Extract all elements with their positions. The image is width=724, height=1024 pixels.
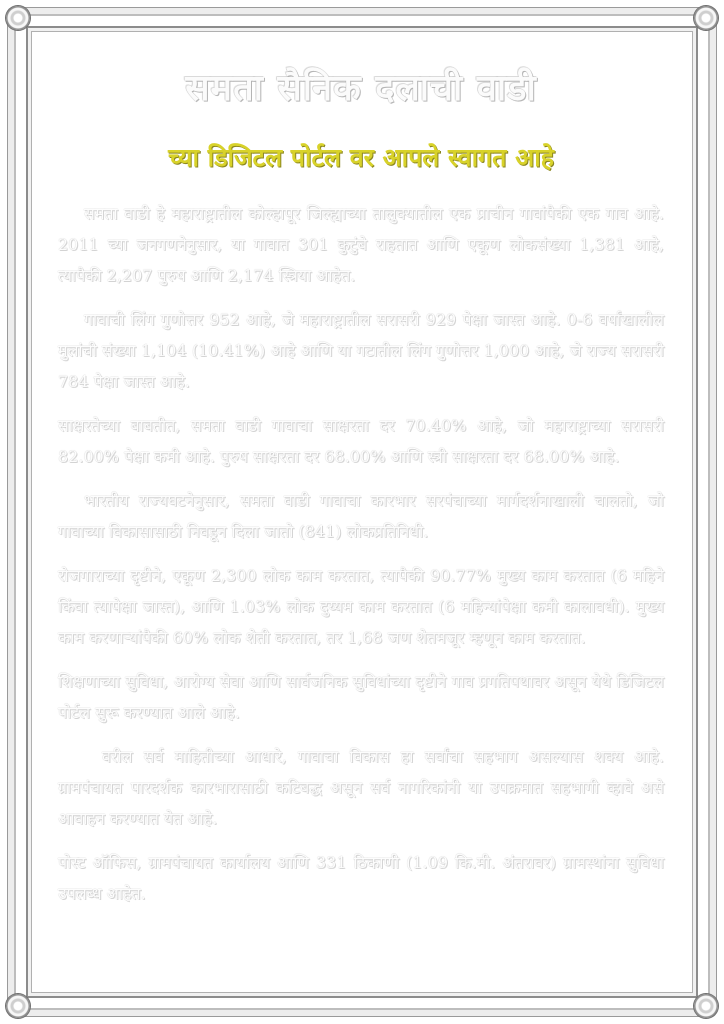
paragraph-services: पोस्ट ऑफिस, ग्रामपंचायत कार्यालय आणि 331 ठिकाणी (1.09 कि.मी. अंतरावर) ग्रामस्थांना सुविधा उपलब्ध आहेत.	[58, 853, 664, 903]
site-title: समता सैनिक दलाची वाडी	[185, 68, 537, 109]
paragraph-literacy: साक्षरतेच्या बाबतीत, समता वाडी गावाचा साक्षरता दर 70.40% आहे, जो महाराष्ट्राच्या सरासरी 82.00% पेक्षा कमी आहे. पुरुष साक्षरता दर 68.00% आणि स्त्री साक्षरता दर 68.00% आहे.	[58, 416, 664, 466]
corner-ornament-icon	[6, 994, 30, 1018]
paragraph-administration: भारतीय राज्यघटनेनुसार, समता वाडी गावाचा कारभार सरपंचाच्या मार्गदर्शनाखाली चालतो, जो गावाच्या विकासासाठी निवडून दिला जातो (841) लोकप्रतिनिधी.	[58, 491, 664, 541]
paragraph-intro: समता वाडी हे महाराष्ट्रातील कोल्हापूर जिल्ह्याच्या तालुक्यातील एक प्राचीन गावांपैकी एक गाव आहे. 2011 च्या जनगणनेनुसार, या गावात 301 कुटुंबे राहतात आणि एकूण लोकसंख्या 1,381 आहे, त्यापैकी 2,207 पुरुष आणि 2,174 स्त्रिया आहेत.	[58, 204, 664, 285]
corner-ornament-icon	[694, 6, 718, 30]
corner-ornament-icon	[6, 6, 30, 30]
corner-ornament-icon	[694, 994, 718, 1018]
paragraph-employment: रोजगाराच्या दृष्टीने, एकूण 2,300 लोक काम करतात, त्यापैकी 90.77% मुख्य काम करतात (6 महिने किंवा त्यापेक्षा जास्त), आणि 1.03% लोक दुय्यम काम करतात (6 महिन्यांपेक्षा कमी कालावधी). मुख्य काम करणाऱ्यांपैकी 60% लोक शेती करतात, तर 1,68 जण शेतमजूर म्हणून काम करतात.	[58, 566, 664, 647]
document-body	[58, 64, 664, 922]
paragraph-facilities: शिक्षणाच्या सुविधा, आरोग्य सेवा आणि सार्वजनिक सुविधांच्या दृष्टीने गाव प्रगतिपथावर असून येथे डिजिटल पोर्टल सुरू करण्यात आले आहे.	[58, 672, 664, 722]
paragraph-sex-ratio: गावाची लिंग गुणोत्तर 952 आहे, जे महाराष्ट्रातील सरासरी 929 पेक्षा जास्त आहे. 0-6 वर्षांखालील मुलांची संख्या 1,104 (10.41%) आहे आणि या गटातील लिंग गुणोत्तर 1,000 आहे, जे राज्य सरासरी 784 पेक्षा जास्त आहे.	[58, 310, 664, 391]
welcome-heading: च्या डिजिटल पोर्टल वर आपले स्वागत आहे	[168, 143, 554, 172]
paragraph-appeal: वरील सर्व माहितीच्या आधारे, गावाचा विकास हा सर्वांचा सहभाग असल्यास शक्य आहे. ग्रामपंचायत पारदर्शक कारभारासाठी कटिबद्ध असून सर्व नागरिकांनी या उपक्रमात सहभागी व्हावे असे आवाहन करण्यात येत आहे.	[58, 747, 664, 828]
